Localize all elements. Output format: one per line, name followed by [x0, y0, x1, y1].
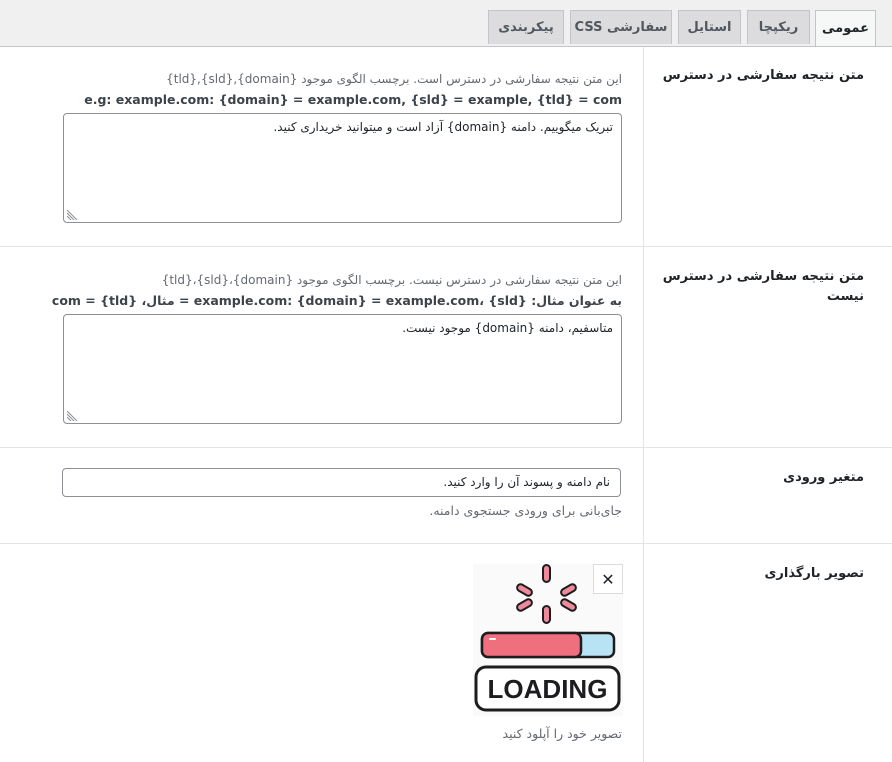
column-divider [643, 47, 644, 762]
available-text-label: متن نتیجه سفارشی در دسترس [662, 68, 864, 83]
available-text-value: تبریک میگوییم. دامنه {domain} آزاد است و میتوانید خریداری کنید. [273, 120, 613, 134]
tab-style[interactable]: استایل [678, 10, 741, 44]
row-divider [0, 246, 892, 247]
tab-custom-css[interactable]: CSS سفارشی [570, 10, 672, 44]
upload-image-link[interactable]: تصویر خود را آپلود کنید [502, 726, 622, 741]
loading-image-preview [473, 564, 623, 716]
resize-handle-icon[interactable] [67, 208, 79, 220]
unavailable-text-value: متاسفیم، دامنه {domain} موجود نیست. [402, 321, 613, 335]
input-variable-label: متغیر ورودی [783, 470, 864, 485]
row-divider [0, 543, 892, 544]
loading-image-text: LOADING [487, 674, 608, 704]
tab-general[interactable]: عمومی [815, 10, 876, 46]
close-icon: ✕ [601, 569, 615, 589]
remove-image-button[interactable] [593, 564, 623, 594]
settings-tabs [0, 0, 892, 47]
tab-recaptcha[interactable]: ریکپچا [747, 10, 810, 44]
row-divider [0, 447, 892, 448]
loading-image-label: تصویر بارگذاری [764, 566, 864, 581]
unavailable-text-area[interactable] [63, 314, 622, 424]
resize-handle-icon[interactable] [67, 409, 79, 421]
available-description: این متن نتیجه سفارشی در دسترس است. برچسب الگوی موجود {domain},{sld},{tld} [166, 72, 622, 86]
settings-panel [0, 47, 892, 762]
input-placeholder-field[interactable]: نام دامنه و پسوند آن را وارد کنید. [62, 468, 621, 497]
input-placeholder-description: جای‌بانی برای ورودی جستجوی دامنه. [429, 503, 622, 518]
unavailable-text-label: متن نتیجه سفارشی در دسترس نیست [662, 269, 864, 304]
available-text-area[interactable] [63, 113, 622, 223]
available-example: e.g: example.com: {domain} = example.com, {sld} = example, {tld} = com [84, 92, 622, 107]
tab-configuration[interactable]: پیکربندی [488, 10, 564, 44]
unavailable-example: به عنوان مثال: example.com: {domain} = example.com، {sld} = مثال، {tld} = com [51, 293, 622, 308]
unavailable-description: این متن نتیجه سفارشی در دسترس نیست. برچسب الگوی موجود {domain}،{sld}،{tld} [161, 273, 622, 287]
